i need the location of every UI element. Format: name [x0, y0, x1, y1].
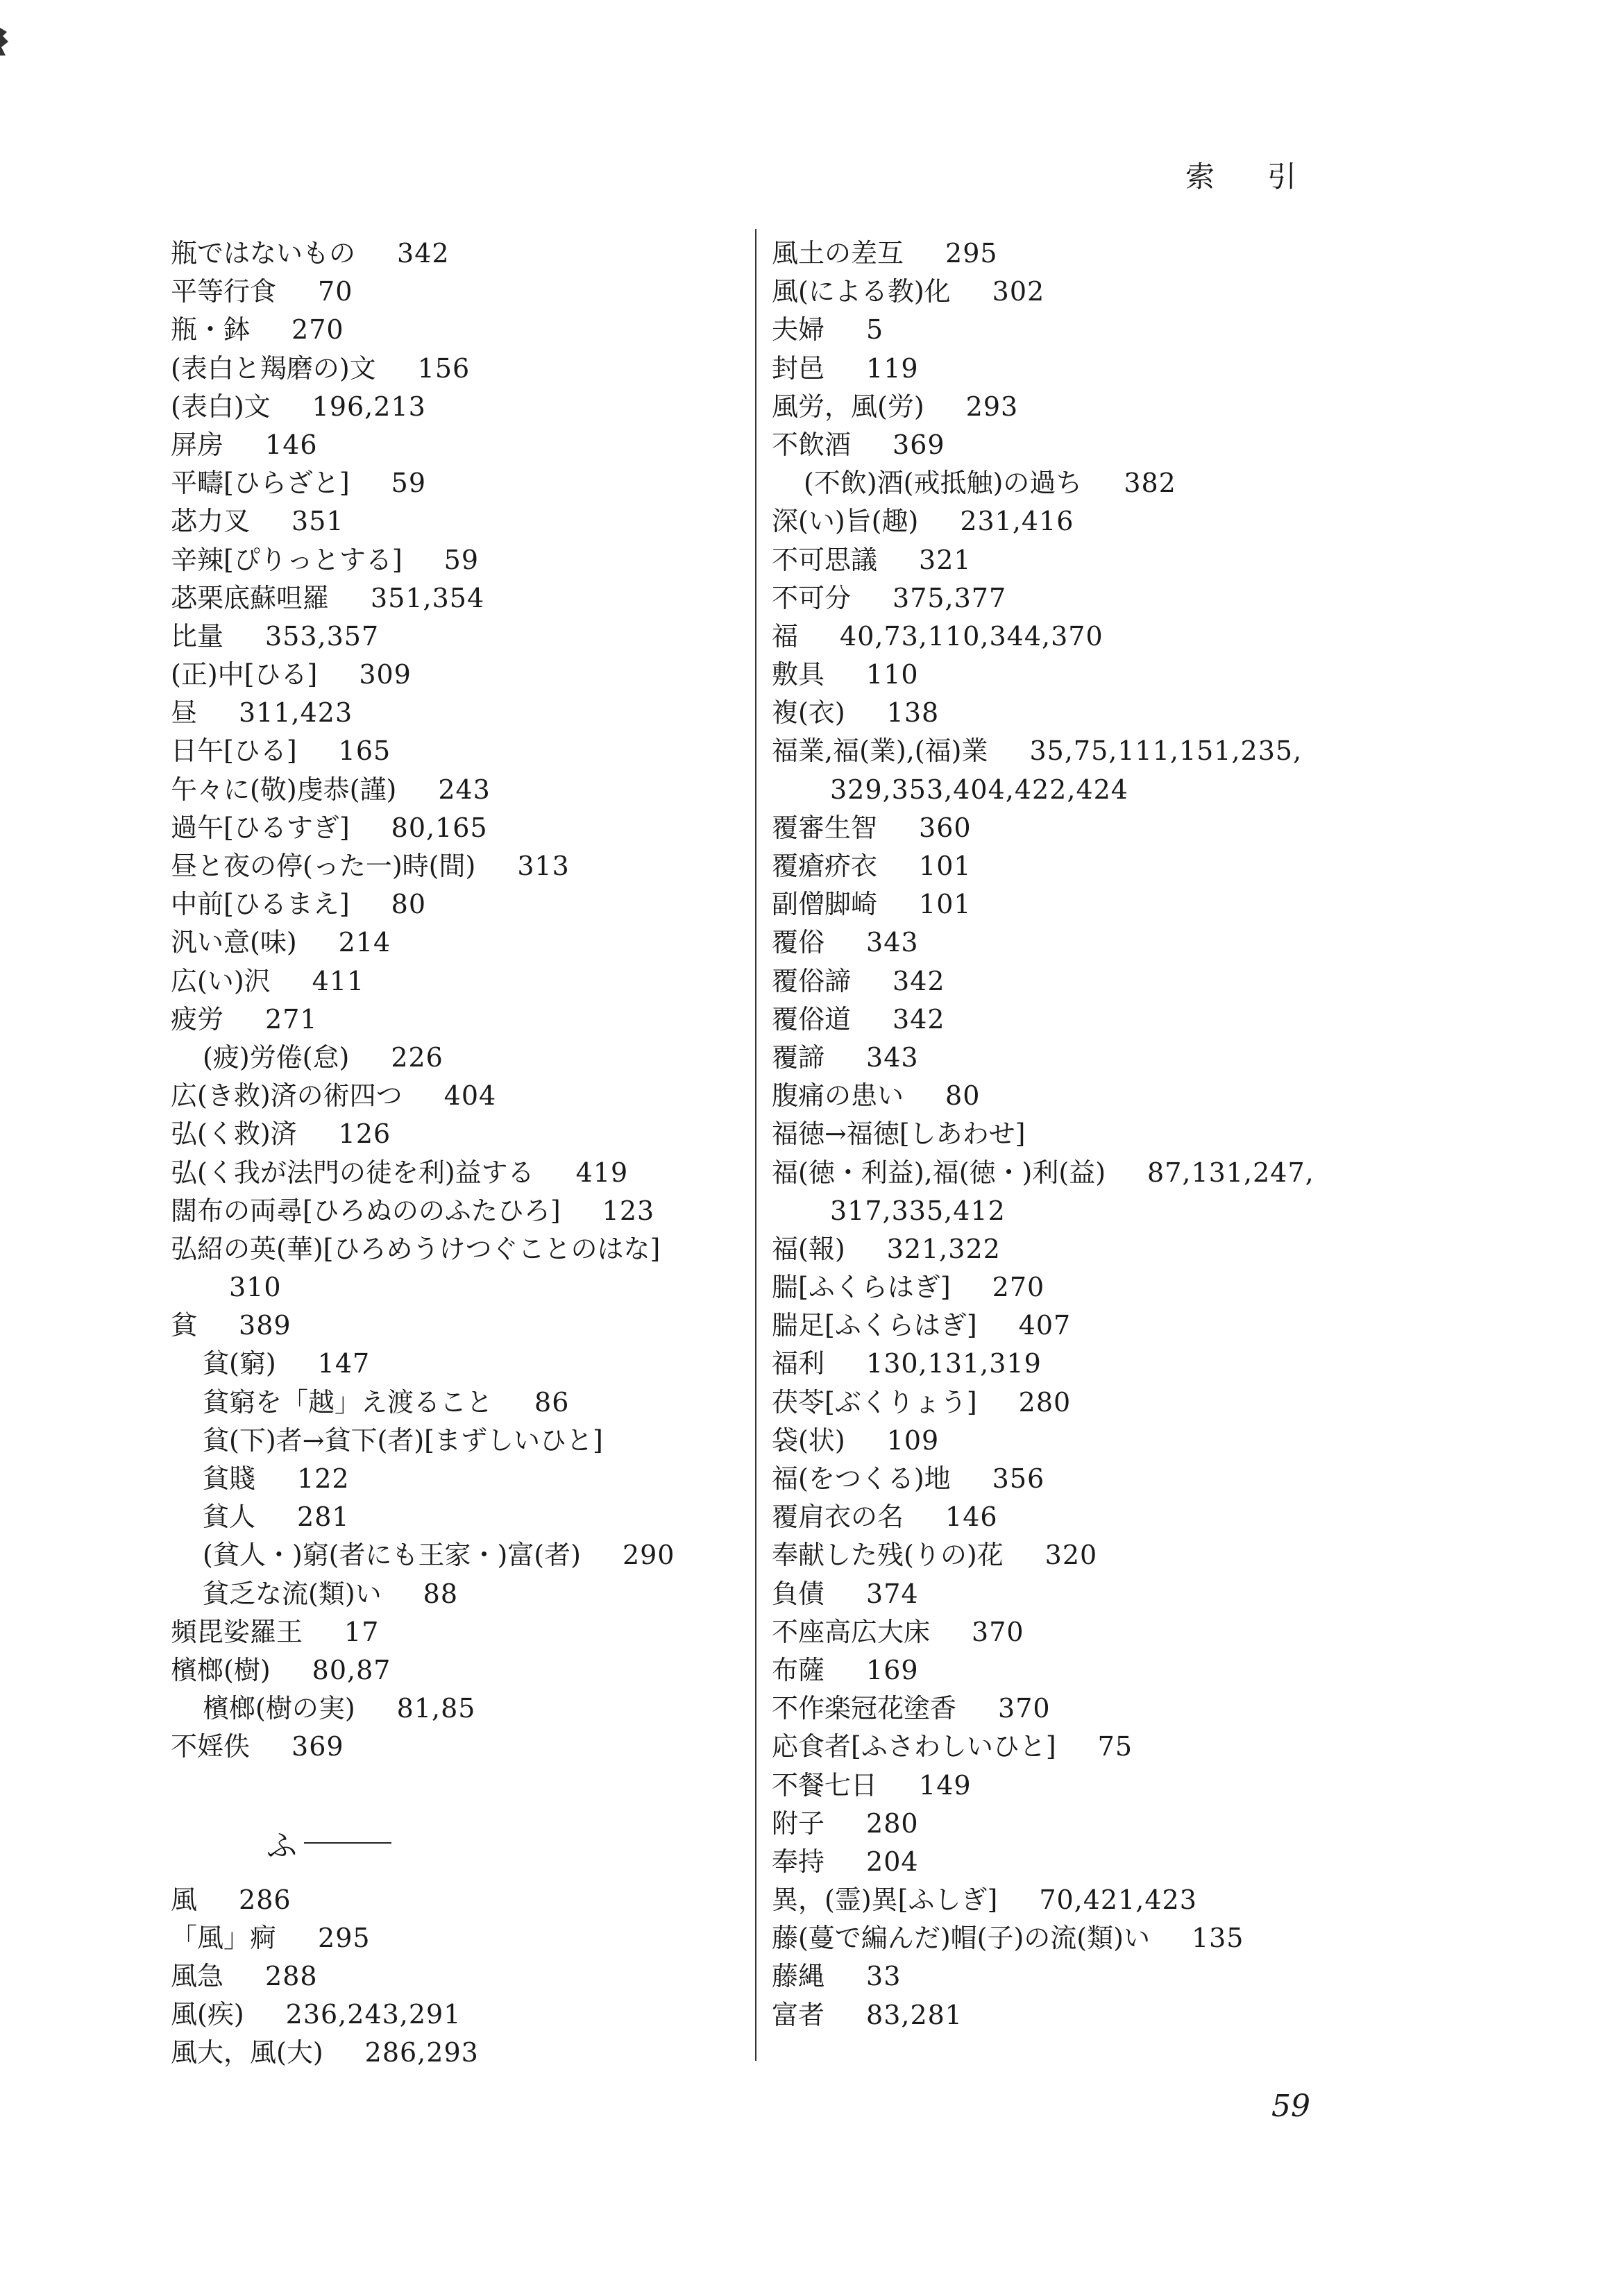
entry-pages: 146: [265, 429, 318, 460]
entry-term: 福業,福(業),(福)業: [772, 735, 988, 767]
entry-term: 風急: [171, 1961, 224, 1992]
index-entry: [171, 1957, 754, 1996]
index-entry: [171, 809, 754, 847]
entry-pages: 375,377: [893, 582, 1007, 613]
entry-pages: 407: [1018, 1310, 1072, 1341]
entry-pages: 204: [866, 1846, 919, 1877]
entry-pages: 122: [297, 1463, 350, 1494]
entry-term: 腹痛の患い: [772, 1080, 904, 1112]
entry-pages: 59: [443, 544, 480, 575]
index-entry: [171, 1154, 754, 1192]
index-entry: [772, 579, 1369, 618]
entry-term: 貧(窮): [203, 1348, 276, 1379]
index-entry: [171, 1077, 754, 1115]
entry-term: (表白と羯磨の)文: [171, 352, 376, 384]
entry-pages: 138: [886, 697, 940, 729]
entry-pages: 35,75,111,151,235,: [1029, 735, 1303, 767]
entry-term: 福利: [772, 1348, 825, 1379]
entry-term: 不餐七日: [772, 1769, 878, 1801]
entry-term: 不作楽冠花塗香: [772, 1693, 957, 1724]
entry-term: 茯苓[ぶくりょう]: [772, 1386, 977, 1418]
entry-term: (正)中[ひる]: [171, 659, 318, 690]
entry-pages: 86: [534, 1386, 570, 1418]
index-entry: [772, 1384, 1369, 1422]
entry-term: 平等行食: [171, 276, 277, 307]
index-header: [1185, 154, 1296, 196]
entry-pages: 374: [866, 1578, 919, 1609]
index-entry: [171, 2034, 754, 2072]
entry-term: 風労，風(労): [772, 391, 924, 422]
entry-term: 福: [772, 620, 799, 652]
entry-term: 覆肩衣の名: [772, 1502, 904, 1533]
entry-term: 覆瘡疥衣: [772, 851, 878, 881]
index-entry: [772, 388, 1369, 426]
entry-pages: 343: [866, 927, 919, 958]
entry-pages: 75: [1097, 1731, 1133, 1762]
entry-term: 貧窮を「越」え渡ること: [203, 1386, 493, 1418]
entry-pages: 320: [1044, 1540, 1098, 1571]
index-entry: [171, 694, 754, 732]
entry-term: 不座高広大床: [772, 1616, 931, 1647]
entry-term: 藤(蔓で編んだ)帽(子)の流(類)い: [772, 1923, 1150, 1954]
index-entry: [772, 885, 1369, 924]
entry-pages: 126: [338, 1119, 391, 1150]
entry-pages: 5: [866, 314, 884, 346]
entry-pages: 169: [866, 1654, 919, 1685]
index-entry: [171, 235, 754, 273]
entry-term: 富者: [772, 1999, 825, 2030]
entry-term: 平疇[ひらざと]: [171, 468, 350, 499]
index-entry-continuation: [772, 771, 1369, 809]
index-entry: [772, 1957, 1369, 1996]
entry-pages: 351,354: [371, 582, 485, 613]
entry-term: 貧賤: [203, 1463, 256, 1494]
entry-term: 広(い)沢: [171, 965, 271, 996]
index-entry: [171, 618, 754, 656]
entry-term: 藤縄: [772, 1961, 825, 1992]
entry-pages: 389: [239, 1310, 291, 1341]
entry-term: 袋(状): [772, 1425, 845, 1456]
entry-pages: 236,243,291: [285, 1999, 462, 2030]
entry-pages: 342: [893, 1003, 945, 1035]
index-entry: [171, 1613, 754, 1651]
entry-term: 貧乏な流(類)い: [203, 1578, 382, 1609]
entry-term: 屏房: [171, 429, 224, 460]
index-entry: [772, 694, 1369, 732]
entry-pages: 342: [397, 238, 450, 269]
entry-pages: 70,421,423: [1039, 1885, 1197, 1916]
index-entry: [772, 1728, 1369, 1766]
index-entry: [772, 962, 1369, 1001]
index-entry: [772, 847, 1369, 885]
entry-term: 異，(霊)異[ふしぎ]: [772, 1885, 998, 1916]
entry-term: (表白)文: [171, 391, 271, 422]
entry-term: 応食者[ふさわしいひと]: [772, 1731, 1056, 1762]
index-entry: [772, 1767, 1369, 1805]
index-entry: [171, 1001, 754, 1039]
entry-term: 昼: [171, 697, 198, 729]
entry-term: 瓶ではないもの: [171, 238, 356, 269]
index-entry: [171, 1996, 754, 2034]
entry-term: 布薩: [772, 1654, 825, 1685]
entry-pages: 87,131,247,: [1147, 1157, 1314, 1188]
index-entry: [171, 924, 754, 962]
entry-term: 比量: [171, 620, 224, 652]
index-subentry: [171, 1460, 754, 1498]
entry-term: 「風」痾: [171, 1922, 277, 1953]
index-entry: [171, 847, 754, 885]
index-entry: [171, 771, 754, 809]
index-entry: [772, 502, 1369, 541]
entry-term: 覆審生智: [772, 812, 878, 843]
index-entry: [772, 1651, 1369, 1690]
index-entry: [171, 350, 754, 388]
entry-pages: 81,85: [396, 1693, 476, 1724]
entry-pages: 411: [312, 965, 365, 996]
entry-pages: 310: [229, 1272, 282, 1303]
section-spacer-top: [171, 1767, 754, 1805]
scan-corner-mark: [0, 28, 10, 56]
index-subentry: [171, 1345, 754, 1383]
entry-term: 風大，風(大): [171, 2037, 323, 2068]
entry-term: 闊布の両尋[ひろぬののふたひろ]: [171, 1195, 561, 1226]
entry-term: 福徳→福徳[しあわせ]: [772, 1119, 1026, 1150]
entry-pages: 109: [886, 1425, 940, 1456]
index-entry: [772, 1919, 1369, 1957]
entry-term: 午々に(敬)虔恭(謹): [171, 774, 397, 805]
entry-term: 檳榔(樹の実): [203, 1693, 355, 1724]
entry-pages: 309: [359, 659, 412, 690]
index-entry: [772, 1345, 1369, 1383]
entry-pages: 302: [992, 276, 1045, 307]
entry-pages: 321: [919, 544, 972, 575]
header-char-1: 索: [1185, 160, 1215, 194]
index-entry: [772, 809, 1369, 847]
index-entry-continuation: [171, 1268, 754, 1307]
right-column: [772, 235, 1369, 2034]
entry-pages: 286,293: [364, 2037, 479, 2068]
entry-pages: 135: [1191, 1923, 1244, 1954]
entry-term: 封邑: [772, 352, 825, 384]
entry-pages: 353,357: [265, 620, 380, 652]
column-divider: [755, 229, 756, 2061]
entry-term: 風: [171, 1884, 198, 1915]
entry-term: 覆俗諦: [772, 965, 852, 996]
entry-term: 覆俗: [772, 927, 825, 958]
entry-term: (不飲)酒(戒抵触)の過ち: [804, 468, 1083, 499]
entry-term: 中前[ひるまえ]: [171, 889, 350, 920]
entry-pages: 317,335,412: [830, 1195, 1006, 1226]
right-entries: [772, 235, 1369, 2034]
entry-pages: 59: [391, 468, 427, 499]
entry-pages: 231,416: [960, 506, 1074, 537]
entry-pages: 280: [866, 1808, 919, 1839]
entry-pages: 80: [945, 1080, 981, 1112]
index-entry: [171, 962, 754, 1001]
entry-term: 貧: [171, 1310, 198, 1341]
entry-term: 苾力叉: [171, 506, 251, 537]
index-entry: [772, 1805, 1369, 1843]
entry-term: (疲)労倦(怠): [203, 1041, 350, 1073]
entry-pages: 360: [919, 812, 972, 843]
entry-pages: 130,131,319: [866, 1348, 1042, 1379]
index-entry: [772, 656, 1369, 694]
entry-term: 腨[ふくらはぎ]: [772, 1272, 951, 1303]
entry-term: 瓶・鉢: [171, 314, 251, 346]
entry-term: 負債: [772, 1578, 825, 1609]
index-entry: [772, 618, 1369, 656]
index-entry: [772, 1115, 1369, 1153]
entry-pages: 119: [866, 352, 919, 384]
entry-term: 福(をつくる)地: [772, 1463, 951, 1494]
left-entries-before: [171, 235, 754, 1767]
entry-term: 疲労: [171, 1003, 224, 1035]
entry-pages: 80,87: [312, 1654, 391, 1685]
entry-term: 貧人: [203, 1502, 256, 1533]
index-entry: [171, 388, 754, 426]
entry-term: 弘(く救)済: [171, 1119, 297, 1150]
entry-term: 敷具: [772, 659, 825, 690]
entry-pages: 271: [265, 1003, 318, 1035]
entry-pages: 196,213: [312, 391, 426, 422]
index-entry: [171, 1115, 754, 1153]
section-rule: [304, 1842, 391, 1844]
entry-pages: 243: [438, 774, 491, 805]
entry-pages: 214: [338, 927, 391, 958]
index-subentry: [171, 1690, 754, 1728]
entry-pages: 293: [965, 391, 1019, 422]
index-entry: [171, 541, 754, 579]
index-subentry: [772, 464, 1369, 502]
index-entry: [772, 1001, 1369, 1039]
entry-term: 不婬佚: [171, 1731, 251, 1762]
entry-pages: 382: [1124, 468, 1176, 499]
index-entry: [772, 1690, 1369, 1728]
index-subentry: [171, 1575, 754, 1613]
index-entry: [171, 1881, 754, 1919]
entry-term: 腨足[ふくらはぎ]: [772, 1310, 977, 1341]
index-entry: [171, 885, 754, 924]
index-entry: [171, 656, 754, 694]
index-entry: [772, 1230, 1369, 1268]
index-entry: [772, 350, 1369, 388]
index-entry: [772, 1422, 1369, 1460]
entry-term: 夫婦: [772, 314, 825, 346]
index-entry: [772, 1996, 1369, 2034]
entry-pages: 123: [602, 1195, 655, 1226]
entry-pages: 419: [575, 1157, 629, 1188]
index-entry: [171, 311, 754, 349]
entry-term: 広(き救)済の術四つ: [171, 1080, 403, 1112]
entry-pages: 288: [265, 1961, 318, 1992]
index-entry: [772, 1498, 1369, 1536]
entry-term: 奉献した残(りの)花: [772, 1540, 1004, 1571]
entry-pages: 101: [919, 851, 972, 881]
entry-term: 風(疾): [171, 1999, 244, 2030]
entry-pages: 370: [972, 1616, 1024, 1647]
entry-term: 風(による教)化: [772, 276, 951, 307]
entry-term: 日午[ひる]: [171, 735, 297, 767]
entry-pages: 369: [893, 429, 945, 460]
entry-pages: 370: [998, 1693, 1051, 1724]
entry-pages: 40,73,110,344,370: [840, 620, 1103, 652]
entry-term: 檳榔(樹): [171, 1654, 271, 1685]
entry-pages: 270: [992, 1272, 1045, 1303]
left-entries-after: [171, 1881, 754, 2073]
index-subentry: [171, 1384, 754, 1422]
index-entry: [171, 426, 754, 464]
section-kana: ふ: [267, 1828, 297, 1864]
entry-term: (貧人・)窮(者にも王家・)富(者): [203, 1540, 581, 1571]
entry-pages: 110: [866, 659, 919, 690]
entry-term: 不可思議: [772, 544, 878, 575]
index-entry: [171, 464, 754, 502]
entry-pages: 101: [919, 889, 972, 920]
entry-term: 風土の差互: [772, 238, 904, 269]
entry-term: 福(徳・利益),福(徳・)利(益): [772, 1157, 1106, 1188]
index-entry: [171, 1230, 754, 1268]
entry-pages: 156: [417, 352, 471, 384]
index-entry: [772, 273, 1369, 311]
index-entry: [772, 732, 1369, 770]
entry-pages: 290: [622, 1540, 675, 1571]
entry-pages: 226: [391, 1041, 443, 1073]
entry-term: 過午[ひるすぎ]: [171, 812, 350, 843]
section-heading-fu: [171, 1805, 754, 1881]
entry-pages: 281: [297, 1502, 350, 1533]
entry-pages: 33: [866, 1961, 902, 1992]
entry-term: 副僧脚崎: [772, 889, 878, 920]
entry-term: 弘紹の英(華)[ひろめうけつぐことのはな]: [171, 1233, 661, 1264]
index-entry: [171, 1307, 754, 1345]
index-entry: [772, 311, 1369, 349]
entry-pages: 147: [317, 1348, 371, 1379]
entry-pages: 343: [866, 1041, 919, 1073]
index-entry: [171, 1651, 754, 1690]
entry-term: 覆俗道: [772, 1003, 852, 1035]
entry-term: 昼と夜の停(った一)時(間): [171, 851, 476, 881]
entry-term: 附子: [772, 1808, 825, 1839]
entry-term: 複(衣): [772, 697, 845, 729]
entry-term: 頻毘娑羅王: [171, 1616, 303, 1647]
entry-term: 貧(下)者→貧下(者)[まずしいひと]: [203, 1425, 603, 1456]
entry-pages: 321,322: [886, 1233, 1001, 1264]
entry-term: 苾栗底蘇呾羅: [171, 582, 330, 613]
entry-pages: 280: [1018, 1386, 1072, 1418]
index-subentry: [171, 1039, 754, 1077]
left-column: [171, 235, 754, 2073]
index-entry: [772, 1881, 1369, 1919]
index-entry: [772, 541, 1369, 579]
index-entry: [772, 1039, 1369, 1077]
index-entry: [171, 1192, 754, 1230]
index-entry: [772, 1575, 1369, 1613]
index-entry: [772, 1268, 1369, 1307]
index-entry: [171, 732, 754, 770]
entry-term: 福(報): [772, 1233, 845, 1264]
header-char-2: 引: [1267, 160, 1297, 194]
entry-pages: 146: [945, 1502, 998, 1533]
entry-pages: 80: [391, 889, 427, 920]
entry-term: 覆諦: [772, 1041, 825, 1073]
index-entry: [772, 1613, 1369, 1651]
entry-pages: 165: [338, 735, 391, 767]
index-entry: [171, 579, 754, 618]
entry-pages: 295: [945, 238, 998, 269]
index-subentry: [171, 1536, 754, 1574]
entry-pages: 356: [992, 1463, 1045, 1494]
entry-term: 不飲酒: [772, 429, 852, 460]
entry-pages: 311,423: [239, 697, 353, 729]
entry-term: 辛辣[ぴりっとする]: [171, 544, 403, 575]
index-subentry: [171, 1422, 754, 1460]
entry-pages: 83,281: [866, 1999, 963, 2030]
index-entry: [772, 1077, 1369, 1115]
entry-pages: 286: [239, 1884, 291, 1915]
entry-term: 弘(く我が法門の徒を利)益する: [171, 1157, 534, 1188]
entry-pages: 149: [919, 1769, 972, 1801]
entry-pages: 88: [423, 1578, 459, 1609]
entry-term: 不可分: [772, 582, 852, 613]
index-entry: [772, 1307, 1369, 1345]
index-entry: [772, 1843, 1369, 1881]
index-entry: [772, 924, 1369, 962]
entry-pages: 313: [517, 851, 570, 881]
index-entry: [772, 1154, 1369, 1192]
entry-term: 奉持: [772, 1846, 825, 1877]
index-entry: [171, 1728, 754, 1766]
entry-pages: 351: [291, 506, 344, 537]
index-entry: [772, 235, 1369, 273]
index-entry-continuation: [772, 1192, 1369, 1230]
index-entry: [171, 273, 754, 311]
entry-term: 汎い意(味): [171, 927, 297, 958]
entry-pages: 80,165: [391, 812, 488, 843]
entry-pages: 295: [318, 1922, 371, 1953]
index-subentry: [171, 1498, 754, 1536]
index-entry: [171, 1919, 754, 1957]
index-entry: [171, 502, 754, 541]
index-entry: [772, 1460, 1369, 1498]
entry-pages: 404: [443, 1080, 497, 1112]
entry-pages: 369: [291, 1731, 344, 1762]
entry-pages: 329,353,404,422,424: [830, 774, 1128, 805]
index-entry: [772, 426, 1369, 464]
entry-pages: 270: [291, 314, 344, 346]
entry-pages: 70: [318, 276, 353, 307]
page-number: 59: [1271, 2089, 1310, 2124]
entry-pages: 17: [344, 1616, 380, 1647]
entry-term: 深(い)旨(趣): [772, 506, 919, 537]
index-entry: [772, 1536, 1369, 1574]
entry-pages: 342: [893, 965, 945, 996]
